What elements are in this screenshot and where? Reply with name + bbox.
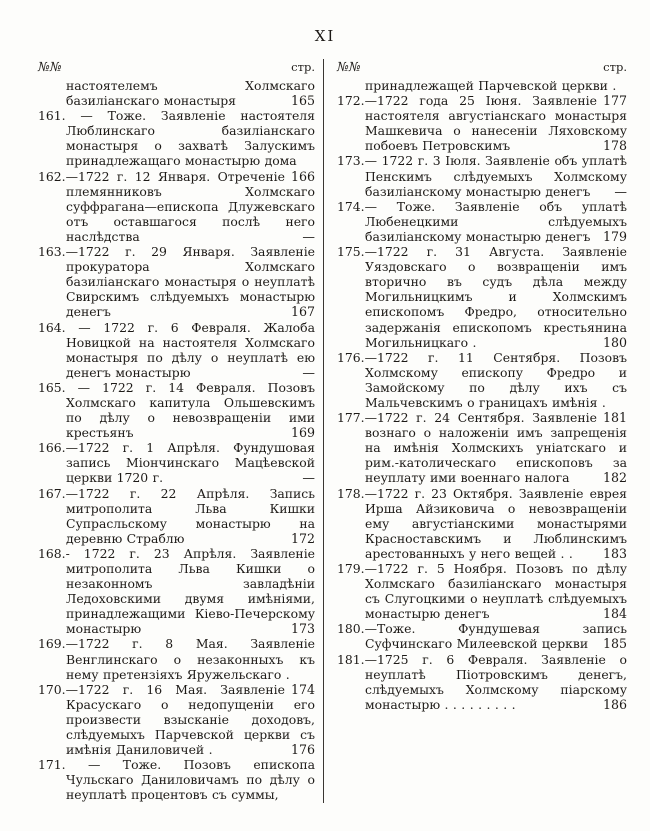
entry-number: 171. (38, 757, 66, 773)
entry-page-number: 185 (602, 636, 627, 652)
page-number-roman: XI (314, 27, 336, 45)
entry-text: —Тоже. Фундушевая запись Суфчинскаго Милеевской церкви (364, 621, 627, 652)
toc-entry (337, 244, 627, 350)
entry-text: —1722 г. 8 Мая. Заявленіе Венглинскаго о незаконныхъ къ нему претензіяхъ Яружельскаго . (65, 636, 315, 682)
entry-page-number: 178 (602, 138, 627, 154)
entry-number: 162. (38, 168, 66, 184)
toc-column-right (323, 59, 627, 803)
entry-number: 180. (337, 621, 365, 637)
column-header-left (38, 59, 315, 75)
toc-entry (337, 93, 627, 153)
column-header-right (337, 59, 627, 75)
entry-page-number: — (302, 470, 315, 486)
toc-columns (38, 59, 627, 803)
entry-number: 168. (38, 545, 66, 561)
entry-text: — 1722 г. 3 Іюля. Заявленіе объ уплатѣ Пенскимъ слѣдуемыхъ Холмскому базиліанскому монастырю денегъ (364, 153, 627, 199)
entry-page-number: 167 (290, 304, 315, 320)
column-header-numbers: №№ (337, 59, 361, 74)
toc-entry (337, 199, 627, 244)
toc-entry (38, 78, 315, 108)
entry-number: 178. (337, 485, 365, 501)
entry-page-number: 169 (290, 425, 315, 441)
entry-page-number: 176 (290, 742, 315, 758)
entry-page-number: 181 (602, 410, 627, 426)
toc-entry (38, 380, 315, 440)
entry-number: 170. (38, 681, 66, 697)
entry-text: —1722 г. 23 Октября. Заявленіе еврея Ирша Айзиковича о невозвращеніи ему августіанскими монастырями Красноставскимъ и Люблинскимъ арестованныхъ у него вещей . . (364, 485, 627, 561)
entry-text: — Тоже. Заявленіе объ уплатѣ Любенецкими слѣдуемыхъ базиліанскому монастырю денегъ (364, 198, 627, 244)
column-header-numbers: №№ (38, 59, 62, 74)
toc-entry (337, 652, 627, 712)
entry-text: —1722 г. 29 Января. Заявленіе прокуратора Холмскаго базиліанскаго монастыря о неуплатѣ Свирскимъ слѣдуемыхъ монастырю денегъ (65, 244, 315, 320)
toc-entry (337, 561, 627, 621)
entry-page-number: 172 (290, 530, 315, 546)
entry-number: 165. (38, 379, 66, 395)
toc-entry (337, 153, 627, 198)
toc-entries-right (337, 78, 627, 712)
toc-entry (38, 486, 315, 546)
entry-page-number: 177 (602, 93, 627, 109)
toc-entry (38, 320, 315, 380)
toc-entry (337, 410, 627, 485)
toc-entry (38, 244, 315, 319)
entry-number: 173. (337, 153, 365, 169)
entry-text: — 1722 г. 14 Февраля. Позовъ Холмскаго капитула Ольшевскимъ по дѣлу о невозвращеніи ими крестьянъ (65, 379, 315, 441)
toc-entry (337, 486, 627, 561)
toc-entry (38, 169, 315, 244)
entry-page-number: 180 (602, 334, 627, 350)
entry-text: —1725 г. 6 Февраля. Заявленіе о неуплатѣ Піотровскимъ денегъ, слѣдуемыхъ Холмскому піарскому монастырю . . . . . . . . . (364, 651, 627, 712)
entry-page-number: — (302, 364, 315, 380)
entry-page-number: — (302, 228, 315, 244)
entry-number: 174. (337, 198, 365, 214)
entry-number: 163. (38, 244, 66, 260)
entry-text: принадлежащей Парчевской церкви . (365, 78, 617, 93)
entry-page-number: 182 (602, 470, 627, 486)
entry-text: —1722 г. 22 Апрѣля. Запись митрополита Льва Кишки Супрасльскому монастырю на деревню Страблю (65, 485, 315, 546)
toc-entry (38, 757, 315, 802)
entry-number: 167. (38, 485, 66, 501)
entry-page-number: 183 (602, 545, 627, 561)
entry-text: —1722 г. 1 Апрѣля. Фундушовая запись Міончинскаго Мацѣевской церкви 1720 г. (65, 440, 315, 486)
entry-number: 161. (38, 108, 66, 124)
entry-page-number: 166 (290, 168, 315, 184)
entry-page-number: 179 (602, 228, 627, 244)
entry-text: —1722 г. 24 Сентября. Заявленіе вознаго о наложеніи имъ запрещенія на имѣнія Холмскихъ уніатскаго и рим.-католическаго епископовъ за неуплату ими военнаго налога (364, 410, 627, 486)
entry-page-number: 165 (290, 93, 315, 109)
entry-text: настоятелемъ Холмскаго базиліанскаго монастыря (66, 78, 315, 109)
entry-page-number: 186 (602, 696, 627, 712)
entry-page-number: 173 (290, 621, 315, 637)
toc-entry (38, 546, 315, 637)
entry-number: 166. (38, 440, 66, 456)
entry-page-number: 174 (290, 681, 315, 697)
entry-number: 172. (337, 93, 365, 109)
entry-text: —1722 г. 31 Августа. Заявленіе Уяздовскаго о возвращеніи имъ вторично въ судъ дѣла между Могильницкимъ и Холмскимъ епископомъ Фредро, относительно задержанія епископомъ крестьянина Могильницкаго . (364, 244, 627, 350)
entry-page-number: — (614, 183, 627, 199)
entry-number: 176. (337, 349, 365, 365)
toc-entry (337, 621, 627, 651)
entry-text: —1722 г. 11 Сентября. Позовъ Холмскому епископу Фредро и Замойскому по дѣлу ихъ съ Мальчевскимъ о границахъ имѣнія . (364, 349, 627, 410)
entry-number: 177. (337, 410, 365, 426)
entry-page-number: 184 (602, 606, 627, 622)
entry-number: 164. (38, 319, 66, 335)
entry-text: —1722 г. 16 Мая. Заявленіе Красускаго о недопущеніи его произвести взысканіе доходовъ, слѣдуемыхъ Парчевской церкви съ имѣнія Даниловичей . (65, 681, 315, 758)
entry-text: —1722 года 25 Іюня. Заявленіе настоятеля августіанскаго монастыря Машкевича о нанесеніи Ляховскому побоевъ Петровскимъ (364, 93, 627, 154)
entry-number: 169. (38, 636, 66, 652)
column-header-pages: стр. (603, 60, 627, 74)
entry-text: —1722 г. 12 Января. Отреченіе племянниковъ Холмскаго суффрагана—епископа Длужевскаго отъ оставшагося послѣ него наслѣдства (65, 168, 315, 244)
toc-column-left (38, 59, 315, 803)
entry-text: —1722 г. 5 Ноября. Позовъ по дѣлу Холмскаго базиліанскаго монастыря съ Слугоцкими о неуплатѣ слѣдуемыхъ монастырю денегъ (364, 561, 627, 622)
toc-entry (38, 440, 315, 485)
toc-entry (38, 682, 315, 757)
entry-text: - 1722 г. 23 Апрѣля. Заявленіе митрополита Льва Кишки о незаконномъ завладѣніи Ледоховскими двумя имѣніями, принадлежащими Кіево-Печерскому монастырю (65, 545, 315, 637)
entry-number: 181. (337, 651, 365, 667)
entry-number: 175. (337, 244, 365, 260)
entry-number: 179. (337, 561, 365, 576)
entry-text: — 1722 г. 6 Февраля. Жалоба Новицкой на настоятеля Холмскаго монастыря по дѣлу о неуплатѣ ею денегъ монастырю (65, 319, 315, 380)
column-header-pages: стр. (291, 60, 315, 74)
entry-text: — Тоже. Позовъ епископа Чульскаго Даниловичамъ по дѣлу о неуплатѣ процентовъ съ суммы, (65, 757, 315, 803)
toc-entries-left (38, 78, 315, 803)
entry-text: — Тоже. Заявленіе настоятеля Люблинскаго базиліанскаго монастыря о захватѣ Залускимъ принадлежащаго монастырю дома (65, 108, 315, 169)
